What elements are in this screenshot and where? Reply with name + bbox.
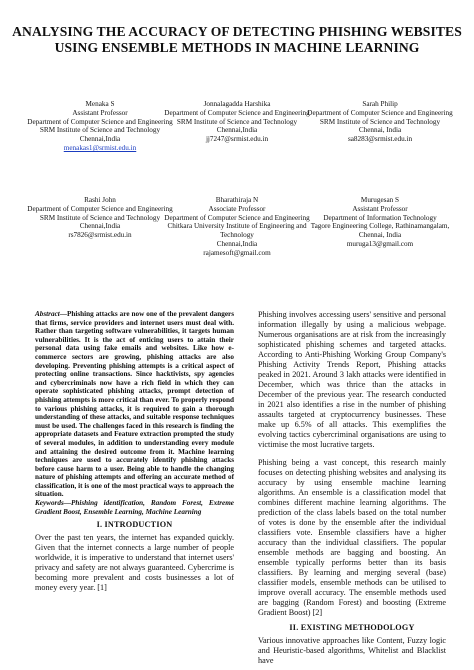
- author-email: jj7247@srmist.edu.in: [205, 135, 269, 144]
- author-role: Assistant Professor: [352, 204, 408, 213]
- author-location: Chennai, India: [358, 126, 402, 135]
- author-dept: Department of Computer Science and Engineering: [27, 117, 173, 126]
- section-heading-existing-methodology: II. EXISTING METHODOLOGY: [289, 623, 415, 632]
- author-email: sa8283@srmist.edu.in: [347, 135, 413, 144]
- keywords: [35, 499, 234, 516]
- author-email: rajamesoft@gmail.com: [203, 248, 271, 257]
- author-role: Associate Professor: [208, 204, 266, 213]
- author-dept: Department of Computer Science and Engineering: [164, 108, 310, 117]
- author-dept: Department of Computer Science and Engineering: [307, 108, 453, 117]
- author-location: Chennai,India: [79, 222, 121, 231]
- author-inst: SRM Institute of Science and Technology: [39, 126, 161, 135]
- author-name: Menaka S: [85, 100, 115, 108]
- section-heading-introduction: I. INTRODUCTION: [96, 520, 173, 530]
- author-name: Jonnalagadda Harshika: [203, 100, 271, 108]
- body-paragraph: Phishing involves accessing users' sensitive and personal information illegally by using a malicious webpage. Numerous organisations are at risk from the increasingly sophisticated phishing schemes and targeted attacks. According to Anti-Phishing Working Group Company's Phishing Activity Trends Report, Phishing attacks peaked in 2021. Around 3 lakh attacks were identified in December, which was thrice than the attacks in December of the previous year. The research conducted in 2021 also identifies a rise in the number of phishing assaults targeted at cryptocurrency businesses. These make up 6.5% of all attacks. This exemplifies the evolving tactics cybercriminal organisations are using to victimise the most lucrative targets.: [258, 310, 446, 449]
- author-email: rs7826@srmist.edu.in: [68, 231, 132, 240]
- author-role: Assistant Professor: [72, 108, 128, 117]
- abstract-text: Phishing attacks are now one of the prevalent dangers that firms, service providers and internet users must deal with. Rather than targeting software vulnerabilities, it targets human vulnerabilities. It is the act of enticing users to attain their personal data using fake emails and websites. Like how e-commerce sectors are growing, phishing attacks are also developing. Preventing phishing attempts is a critical aspect of protecting online transactions. Since hacktivists, spy agencies and cybercriminals now have a rich field in which they can operate sophisticated phishing attacks, prompt detection of phishing attempts is more critical than ever. To properly respond to various phishing attacks, it is required to gain a thorough understanding of these attacks, and suitable response techniques must be used. The challenges faced in this research is finding the appropriate datasets and Feature extraction prompted the study of several modules, in addition to understanding every module and attaining the desired outcome from it. Machine learning techniques are used to accurately identify phishing attacks before cause harm to a user. Being able to handle the changing nature of phishing attempts and offering an accurate method of classification, it is one of the most practical ways to approach the situation.: [35, 310, 234, 499]
- abstract: [35, 310, 234, 499]
- intro-paragraph: Over the past ten years, the internet has expanded quickly. Given that the internet connects a large number of people worldwide, it is imperative to understand that internet users' privacy and safety are not always guaranteed. Cybercrime is becoming more prevalent and costs businesses a lot of money every year. [1]: [35, 532, 234, 592]
- author-block: [162, 100, 312, 144]
- author-inst: SRM Institute of Science and Technology: [176, 117, 298, 126]
- left-column: [35, 310, 234, 593]
- author-block: [305, 196, 455, 249]
- author-name: Bharathiraja N: [215, 196, 259, 204]
- author-location: Chennai,India: [216, 239, 258, 248]
- author-inst: SRM Institute of Science and Technology: [39, 213, 161, 222]
- author-location: Chennai,India: [216, 126, 258, 135]
- right-column: [258, 310, 446, 666]
- author-email-link[interactable]: menakas1@srmist.edu.in: [63, 143, 137, 152]
- author-block: [25, 100, 175, 153]
- body-paragraph: Phishing being a vast concept, this research mainly focuses on detecting phishing websites and analysing its accuracy by using ensemble machine learning algorithms. An ensemble is a classification model that combines different machine learning algorithms. The prediction of the class labels based on the total number of votes is done by the ensemble after the individual classifiers vote. Ensemble classifiers have a higher accuracy than the individual classifiers. The popular ensemble methods are bagging and boosting. An ensemble typically performs better than its basis classifiers. By learning and merging several (base) classifier models, ensemble methods can be utilised to improve overall accuracy. The ensemble methods used are bagging (Random Forest) and boosting (Extreme Gradient Boost) [2]: [258, 458, 446, 617]
- author-inst: SRM Institute of Science and Technology: [319, 117, 441, 126]
- author-email: muruga13@gmail.com: [346, 239, 414, 248]
- author-block: [25, 196, 175, 240]
- author-location: Chennai,India: [79, 135, 121, 144]
- paper-title: ANALYSING THE ACCURACY OF DETECTING PHISHING WEBSITES USING ENSEMBLE METHODS IN MACHINE LEARNING: [12, 24, 462, 55]
- author-name: Sarah Philip: [362, 100, 398, 108]
- author-name: Murugesan S: [360, 196, 400, 204]
- author-dept: Department of Information Technology: [323, 213, 437, 222]
- keywords-text: Phishing identification, Random Forest, Extreme Gradient Boost, Ensemble Learning, Machine Learning: [35, 499, 234, 516]
- author-dept: Department of Computer Science and Engineering: [164, 213, 310, 222]
- author-inst: Tagore Engineering College, Rathinamangalam,: [310, 222, 450, 231]
- author-block: [305, 100, 455, 144]
- author-dept: Department of Computer Science and Engineering: [27, 204, 173, 213]
- keywords-lead: Keywords—: [35, 499, 71, 508]
- abstract-lead: Abstract—: [35, 310, 67, 318]
- author-name: Rashi John: [84, 196, 116, 204]
- author-block: [162, 196, 312, 258]
- existing-paragraph: Various innovative approaches like Content, Fuzzy logic and Heuristic-based algorithms, Whitelist and Blacklist have: [258, 636, 446, 665]
- author-location: Chennai, India: [358, 231, 402, 240]
- author-inst: Chitkara University Institute of Engineering and Technology: [167, 222, 307, 240]
